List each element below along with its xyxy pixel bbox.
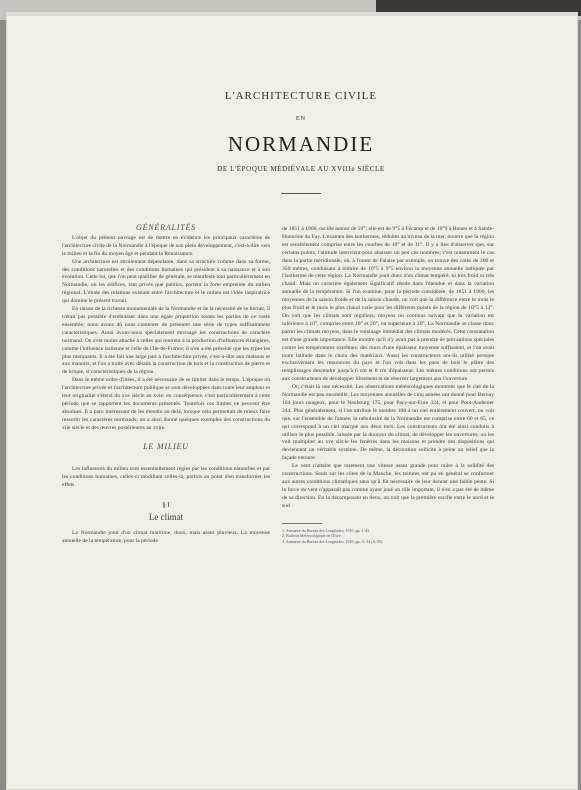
section-title: Le climat [148, 512, 184, 522]
page-edge [6, 12, 578, 16]
separator-dot: · [165, 452, 167, 459]
paragraph: Le vent n'atteint que rarement une vitesse assez grande pour nuire à la solidité des constructions. Seuls sur les côtes de la Manche, les toitures ont pu en général se conformer aux autres conditions climatiques sans qu'il fût nécessaire de leur donner une faible pente. Si la force du vent n'apparaît pas comme ayant joué un rôle important, il n'en a pas été de même de sa direction. En la décomposant en deux, on voit que la première oscille entre le nord et le sud [282, 463, 494, 509]
right-column [282, 226, 494, 544]
paragraph: Les influences du milieu sont essentiellement régies par les conditions naturelles et par les conditions humaines, celles-ci modifiant celles-là, parfois au point d'en transformer les effets. [62, 466, 270, 489]
title-block [156, 90, 446, 194]
section-number: § I [162, 501, 170, 510]
heading-generalites: GÉNÉRALITÉS [136, 223, 196, 232]
footnotes [282, 528, 494, 545]
footnote: 2. Bulletin Météorologique de l'Eure. [282, 533, 342, 539]
paragraph: La Normandie jouit d'un climat maritime, doux, mais assez pluvieux. La moyenne annuelle de la température, pour la période [62, 529, 270, 544]
title-line-2: EN [296, 116, 306, 122]
paragraph: Dans le même ordre d'idées, il a été nécessaire de se limiter dans le temps. L'époque où l'architecture privée et l'architecture publique se sont développées dans toute leur ampleur et leur originalité s'étend du xve siècle au xvie; en conséquence, c'est particulièrement à cette période que se rapportent les documents présentés. Toutefois ces limites ne peuvent être absolues. Il a paru intéressant de les étendre au delà, lorsque cela permettait de mieux faire ressortir les caractères normands; on a ainsi donné quelques exemples des constructions du xiie siècle et des œuvres postérieures au xviie. [62, 377, 270, 431]
paragraph: En raison de la richesse monumentale de la Normandie et de la nécessité de se borner, il n'était pas possible d'embrasser dans une égale proportion toutes les parties de ce vaste ensemble; nous avons dû nous contenter de présenter une série de types suffisamment caractéristiques. Aussi avons-nous spécialement envisagé les constructions de caractère normand. On s'est moins attaché à celles qui rentrent à la production d'influences étrangères, comme l'influence italienne et celle de l'Ile-de-France; il n'en a été présenté que les types les plus marquants. Il a été fait une large part à l'architecture privée, c'est-à-dire aux maisons et aux manoirs, et l'on a traité avec détails la construction de bois et la construction de pierre et de brique, si caractéristiques de la région. [62, 306, 270, 376]
paragraph: Une architecture est étroitement dépendante, dans sa structure comme dans sa forme, des conditions naturelles et des conditions humaines qui président à sa naissance et à son évolution. Cette loi, que l'on peut qualifier de générale, se manifeste tout particulièrement en Normandie, où les édifices, tant privés que publics, portent la forte empreinte du milieu régional. L'étude des relations existant entre l'architecture et le milieu est l'idée inspiratrice qui domine le présent travail. [62, 258, 270, 305]
footnote-divider [282, 523, 322, 524]
footnote: 3. Annuaire du Bureau des Longitudes, 1910, pp. A. 34 (A-35). [282, 538, 384, 544]
heading-le-milieu: LE MILIEU [143, 441, 189, 451]
title-divider [281, 193, 321, 194]
title-main: NORMANDIE [227, 132, 375, 156]
footnote: 1. Annuaire du Bureau des Longitudes, 1910, pp. 1-43. [282, 527, 370, 533]
paragraph: L'objet du présent ouvrage est de mettre en évidence les principaux caractères de l'architecture civile de la Normandie à l'époque de son plein développement, c'est-à-dire vers le milieu et la fin du moyen âge et pendant la Renaissance. [62, 234, 270, 257]
paragraph: Or, c'était là une nécessité. Les observations météorologiques montrent que le ciel de la Normandie est peu ensoleillé. Les moyennes annuelles de cinq années ont donné pour Bernay 164 jours nuageux, pour le Neubourg 175, pour Pacy-sur-Eure 324, et pour Pont-Audemer 244. Plus généralement, si l'on attribue le nombre 100 à un ciel entièrement couvert, on voit que, sur l'ensemble de l'année, la nébulosité de la Normandie est comprise entre 60 et 65, ce qui correspond à un ciel marqué aux deux tiers. Les constructeurs ont été ainsi conduits à utiliser le plus possible, laissée par la douceur du climat, de développer les ouvertures; on les voit multiplier au xve siècle les fenêtres dans les maisons et prendre des dispositions qui deviennent un véritable système. De même, la décoration sollicite à peine un relief que la façade entoure. [282, 384, 494, 462]
left-column [62, 224, 270, 546]
paragraph: de 1851 à 1900, oscille autour de 10°; elle est de 9°5 à Fécamp et de 10°9 à Rouen et à Sainte-Honorine du Fay. L'examen des isothermes, réduites au niveau de la mer, montre que la région est sensiblement comprise entre les courbes de 10° et de 11°. Il y a lieu d'observer que, sur certains points, l'altitude intervient pour abaisser un peu ces nombres; c'est notamment le cas dans la partie méridionale, où, à l'ouest de Falaise par exemple, on trouve des cotes de 300 et 350 mètres, conduisant à réduire de 10°5 à 9°5 environ la moyenne annuelle indiquée par l'isotherme de cette région. La Normandie jouit donc d'un climat tempéré, ni très froid ni très chaud. Mais un caractère également significatif réside dans l'étendue et dans la variation annuelle de la température. Si l'on examine, pour la période considérée, de 1851 à 1900, les moyennes de la saison froide et de la saison chaude, on voit que la différence entre le mois le plus froid et le mois le plus chaud varie pour les différents points de la région de 10°5 à 13°. On voit que les climats sont réguliers, moyens ou continus suivant que la variation est inférieure à 10°, comprise entre 10° et 20°, ou supérieure à 20°. La Normandie se classe donc parmi les climats moyens, dans le voisinage immédiat des climats modérés. Cette constatation est d'une grande importance. Elle montre qu'il n'y avait pas à prendre de précautions spéciales contre les températures extrêmes; des murs d'une épaisseur moyenne suffisaient, et l'on avait toute latitude dans le choix des matériaux. Aussi les constructeurs ont-ils utilisé presque exclusivement les ressources du pays et l'on voit dans les pans de bois le plâtre des remplissages descendre jusqu'à 6 cm et 8 cm d'épaisseur. Les mêmes conditions ont permis aux constructeurs de développer librement et de réserver largement aux l'ouverture. [282, 226, 494, 383]
title-subtitle: DE L'ÉPOQUE MÉDIÉVALE AU XVIIIe SIÈCLE [217, 165, 385, 173]
title-line-1: L'ARCHITECTURE CIVILE [224, 90, 378, 102]
